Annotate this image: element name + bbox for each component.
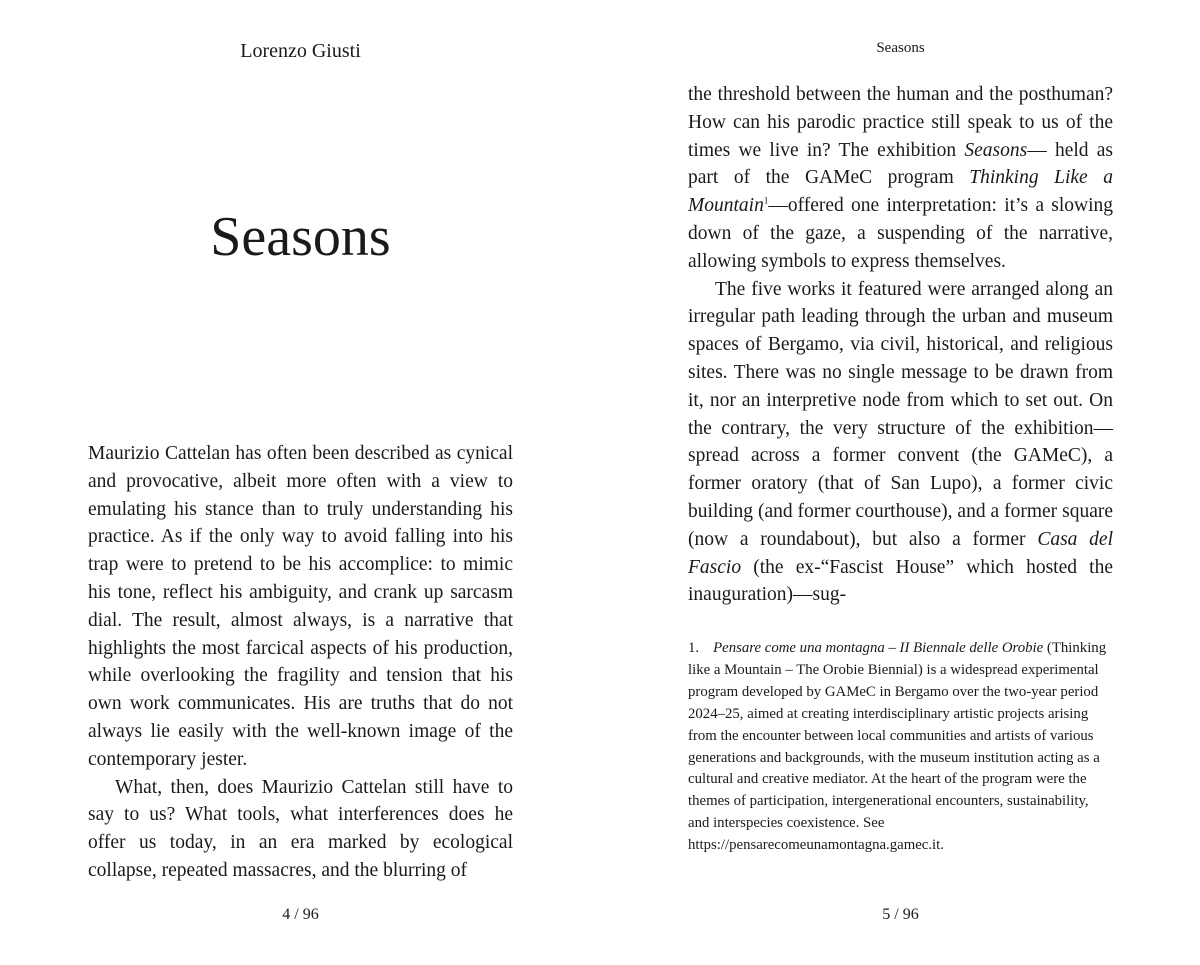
- chapter-title: Seasons: [210, 206, 391, 268]
- italic-title: Casa del Fascio: [688, 528, 1113, 578]
- right-page: [600, 0, 1200, 965]
- paragraph: [688, 81, 1113, 276]
- text-run: —offered one interpretation: it’s a slowing down of the gaze, a suspending of the narrative, allowing symbols to express themselves.: [688, 195, 1113, 272]
- text-run: (the ex-“Fascist House” which hosted the inauguration)—sug-: [688, 556, 1113, 606]
- running-head-author: Lorenzo Giusti: [240, 40, 361, 62]
- paragraph: [688, 276, 1113, 610]
- right-body-text: [688, 81, 1113, 609]
- text-run: — held as part of the GAMeC program: [688, 139, 1113, 189]
- paragraph: Maurizio Cattelan has often been described as cynical and provocative, albeit more often with a view to emulating his stance than to truly understanding his practice. As if the only way to avoid falling into his trap were to pretend to be his accomplice: to mimic his tone, reflect his ambiguity, and crank up sarcasm dial. The result, almost always, is a narrative that highlights the most farcical aspects of his production, while overlooking the fragility and tension that his own work communicates. His are truths that do not always lie easily with the well-known image of the contemporary jester.: [88, 443, 513, 770]
- text-run: The five works it featured were arranged along an irregular path leading through the urban and museum spaces of Bergamo, via civil, historical, and religious sites. There was no single message to be drawn from it, nor an interpretive node from which to set out. On the contrary, the very structure of the exhibition—spread across a former convent (the GAMeC), a former oratory (that of San Lupo), a former civic building (and former courthouse), and a former square (now a roundabout), but also a former: [688, 278, 1113, 550]
- running-head-chapter: Seasons: [876, 40, 925, 56]
- page-number: 4 / 96: [282, 906, 319, 923]
- footnote-number: 1.: [688, 640, 700, 656]
- page-number: 5 / 96: [882, 906, 919, 923]
- left-body-text: [88, 440, 513, 885]
- footnote-title: Pensare come una montagna – II Biennale delle Orobie: [713, 640, 1044, 656]
- text-run: the threshold between the human and the posthuman? How can his parodic practice still speak to us of the times we live in? The exhibition: [688, 84, 1113, 161]
- italic-title: Seasons: [964, 139, 1028, 161]
- footnote-reference[interactable]: 1: [763, 195, 769, 206]
- italic-title: Thinking Like a Mountain: [688, 167, 1113, 217]
- footnote: [688, 638, 1113, 857]
- paragraph: What, then, does Maurizio Cattelan still have to say to us? What tools, what interferences does he offer us today, in an era marked by ecological collapse, repeated massacres, and the blurring of: [88, 776, 513, 881]
- footnote-text: (Thinking like a Mountain – The Orobie Biennial) is a widespread experimental program developed by GAMeC in Bergamo over the two-year period 2024–25, aimed at creating interdisciplinary artistic projects arising from the encounter between local communities and artists of various generations and backgrounds, with the museum institution acting as a cultural and creative mediator. At the heart of the program were the themes of participation, intergenerational encounters, sustainability, and interspecies coexistence. See https://pensarecomeunamontagna.gamec.it.: [688, 640, 1107, 854]
